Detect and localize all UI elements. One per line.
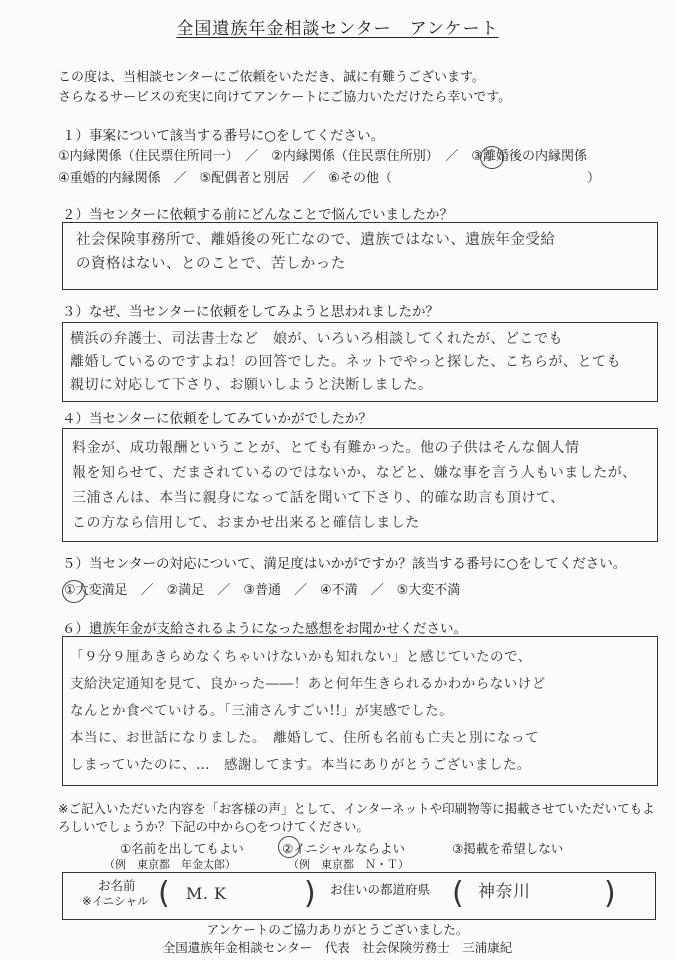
footer-thanks: アンケートのご協力ありがとうございました。 <box>206 922 469 937</box>
q4-answer-line-3: 三浦さんは、本当に親身になって話を聞いて下さり、的確な助言も頂けて、 <box>72 490 565 506</box>
name-value[interactable]: M. K <box>186 884 227 903</box>
q5-options: ①大変満足 ／ ②満足 ／ ③普通 ／ ④不満 ／ ⑤大変不満 <box>64 583 461 598</box>
q4-answer-line-1: 料金が、成功報酬ということが、とても有難かった。他の子供はそんな個人情 <box>72 440 580 456</box>
q6-answer-line-1: 「９分９厘あきらめなくちゃいけないかも知れない」と感じていたので、 <box>70 649 532 665</box>
intro-line-2: さらなるサービスの充実に向けてアンケートにご協力いただけたら幸いです。 <box>58 90 512 105</box>
consent-option-1-example: （例 東京都 年金太郎） <box>104 858 236 871</box>
q6-answer-line-2: 支給決定通知を見て、良かった――！あと何年生きられるかわからないけど <box>70 676 546 692</box>
q4-answer-line-2: 報を知らせて、だまされているのではないか、などと、嫌な事を言う人もいましたが、 <box>72 465 637 481</box>
q2-answer <box>76 228 555 276</box>
name-label: お名前 <box>98 878 136 893</box>
initial-label: ※イニシャル <box>82 894 149 908</box>
intro-line-1: この度は、当相談センターにご依頼をいただき、誠に有難うございます。 <box>58 70 485 85</box>
q3-answer-line-2: 離婚しているのですよね！の回答でした。ネットでやっと探した、こちらが、とても <box>70 354 621 370</box>
name-bracket-left: ( <box>158 876 170 911</box>
pref-bracket-left: ( <box>452 876 464 911</box>
q6-question: ６）遺族年金が支給されるようになった感想をお聞かせください。 <box>62 621 467 637</box>
q5-selected-circle <box>62 580 86 603</box>
footer-org: 全国遺族年金相談センター 代表 社会保険労務士 三浦康紀 <box>162 940 513 955</box>
q4-answer-line-4: この方なら信用して、おまかせ出来ると確信しました <box>72 515 420 531</box>
q1-options-line-2: ④重婚的内縁関係 ／ ⑤配偶者と別居 ／ ⑥その他（ ） <box>58 171 600 186</box>
q2-answer-line-1: 社会保険事務所で、離婚後の死亡なので、遺族ではない、遺族年金受給 <box>76 232 556 248</box>
q6-answer-line-5: しまっていたのに、… 感謝してます。本当にありがとうございました。 <box>70 757 531 773</box>
q3-answer-line-3: 親切に対応して下さり、お願いしようと決断しました。 <box>70 377 433 393</box>
q1-question: １）事案について該当する番号に○をしてください。 <box>62 128 385 144</box>
q4-answer <box>72 436 637 536</box>
consent-option-2[interactable]: ②イニシャルならよい <box>282 841 405 856</box>
q3-answer-line-1: 横浜の弁護士、司法書士など 娘が、いろいろ相談してくれたが、どこでも <box>70 331 563 347</box>
title-text: 全国遺族年金相談センター アンケート <box>176 19 499 39</box>
q4-question: ４）当センターに依頼をしてみていかがでしたか？ <box>62 411 372 427</box>
page-title <box>0 14 675 39</box>
q2-answer-line-2: の資格はない、とのことで、苦しかった <box>76 256 346 272</box>
consent-option-2-example: （例 東京都 Ｎ・Ｔ） <box>288 858 409 871</box>
name-bracket-right: ) <box>304 876 316 911</box>
q1-options-line-1: ①内縁関係（住民票住所同一） ／ ②内縁関係（住民票住所別） ／ ③離婚後の内縁関係 <box>58 149 587 164</box>
intro-text <box>58 68 511 108</box>
pref-bracket-right: ) <box>604 876 616 911</box>
consent-option-1[interactable]: ①名前を出してもよい <box>120 841 244 856</box>
q3-answer <box>70 328 621 397</box>
prefecture-label: お住いの都道府県 <box>330 882 431 897</box>
consent-selected-circle <box>278 836 300 858</box>
q1-selected-circle <box>480 146 504 169</box>
consent-option-3[interactable]: ③掲載を希望しない <box>452 841 564 856</box>
q2-question: ２）当センターに依頼する前にどんなことで悩んでいましたか？ <box>62 207 453 223</box>
q5-question: ５）当センターの対応について、満足度はいかがですか？該当する番号に○をしてください。 <box>62 556 627 572</box>
consent-note: ※ご記入いただいた内容を「お客様の声」として、インターネットや印刷物等に掲載させていただいてもよろしいでしょうか？下記の中から○をつけてください。 <box>58 801 655 834</box>
prefecture-value[interactable]: 神奈川 <box>478 882 531 902</box>
q6-answer <box>70 644 546 779</box>
q3-question: ３）なぜ、当センターに依頼をしてみようと思われましたか？ <box>62 304 440 320</box>
q6-answer-line-3: なんとか食べていける。「三浦さんすごい!!」が実感でした。 <box>70 703 454 719</box>
q6-answer-line-4: 本当に、お世話になりました。 離婚して、住所も名前も亡夫と別になって <box>70 730 539 746</box>
